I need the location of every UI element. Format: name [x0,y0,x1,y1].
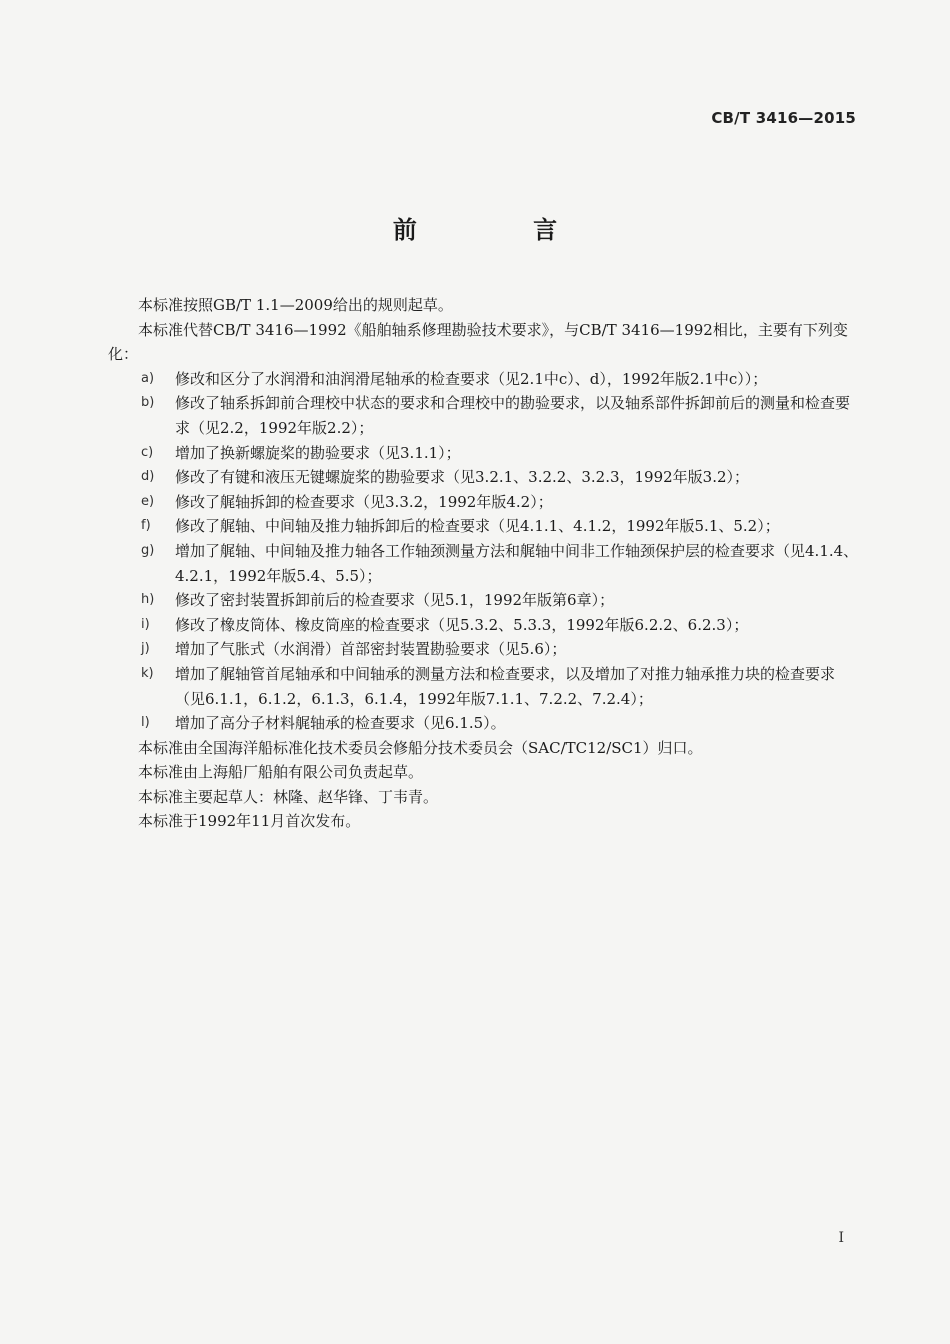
list-marker: g) [141,542,155,558]
paragraph: 本标准由上海船厂船舶有限公司负责起草。 [138,763,424,782]
list-item [108,662,860,711]
list-item-text: 修改和区分了水润滑和油润滑尾轴承的检查要求（见2.1中c）、d），1992年版2.1中c））； [175,369,768,388]
list-marker: j) [141,641,150,657]
list-item-text: 增加了艉轴管首尾轴承和中间轴承的测量方法和检查要求，以及增加了对推力轴承推力块的检查要求（见6.1.1，6.1.2，6.1.3，6.1.4，1992年版7.1.1、7.2.2、7.2.4）； [175,664,836,708]
paragraph: 本标准代替CB/T 3416—1992《船舶轴系修理勘验技术要求》，与CB/T 3416—1992相比，主要有下列变化： [108,320,848,364]
list-item-text: 增加了换新螺旋桨的勘验要求（见3.1.1）； [175,443,461,462]
list-item-text: 增加了高分子材料艉轴承的检查要求（见6.1.5）。 [175,714,506,733]
list-item [108,441,860,466]
paragraph: 本标准由全国海洋船标准化技术委员会修船分技术委员会（SAC/TC12/SC1）归口。 [138,738,703,757]
paragraph: 本标准主要起草人：林隆、赵华锋、丁韦青。 [138,787,439,806]
list-item [108,711,860,736]
list-item-text: 修改了轴系拆卸前合理校中状态的要求和合理校中的勘验要求，以及轴系部件拆卸前后的测量和检查要求（见2.2，1992年版2.2）； [175,394,851,437]
list-marker: l) [141,715,150,731]
list-item-text: 修改了橡皮筒体、橡皮筒座的检查要求（见5.3.2、5.3.3，1992年版6.2.2、6.2.3）； [175,615,749,634]
list-marker: k) [141,665,154,681]
list-marker: f) [141,518,151,534]
list-item [108,367,860,392]
list-marker: a) [141,370,155,386]
standard-code: CB/T 3416—2015 [711,109,856,127]
list-marker: i) [141,616,150,632]
list-item [108,588,860,613]
list-item-text: 增加了艉轴、中间轴及推力轴各工作轴颈测量方法和艉轴中间非工作轴颈保护层的检查要求（见4.1.4、4.2.1，1992年版5.4、5.5）； [175,541,859,585]
page-number: I [838,1230,844,1246]
list-item [108,613,860,638]
list-marker: b) [141,395,155,411]
list-marker: c) [141,444,154,460]
list-item [108,539,860,588]
list-item [108,465,860,490]
list-marker: e) [141,493,155,509]
list-item [108,637,860,662]
changes-list [108,367,860,736]
list-item [108,514,860,539]
list-item [108,391,860,440]
list-item [108,490,860,515]
paragraph: 本标准于1992年11月首次发布。 [138,812,361,831]
page-title: 前 言 [392,216,612,244]
list-item-text: 修改了艉轴、中间轴及推力轴拆卸后的检查要求（见4.1.1、4.1.2，1992年版5.1、5.2）； [175,517,780,536]
list-item-text: 修改了密封装置拆卸前后的检查要求（见5.1，1992年版第6章）； [175,591,615,610]
paragraph: 本标准按照GB/T 1.1—2009给出的规则起草。 [138,296,453,314]
list-marker: d) [141,469,155,485]
list-item-text: 修改了有键和液压无键螺旋桨的勘验要求（见3.2.1、3.2.2、3.2.3，1992年版3.2）； [175,468,750,487]
document-body [108,293,860,834]
list-item-text: 修改了艉轴拆卸的检查要求（见3.3.2，1992年版4.2）； [175,492,553,511]
list-marker: h) [141,592,155,608]
list-item-text: 增加了气胀式（水润滑）首部密封装置勘验要求（见5.6）； [175,640,567,659]
